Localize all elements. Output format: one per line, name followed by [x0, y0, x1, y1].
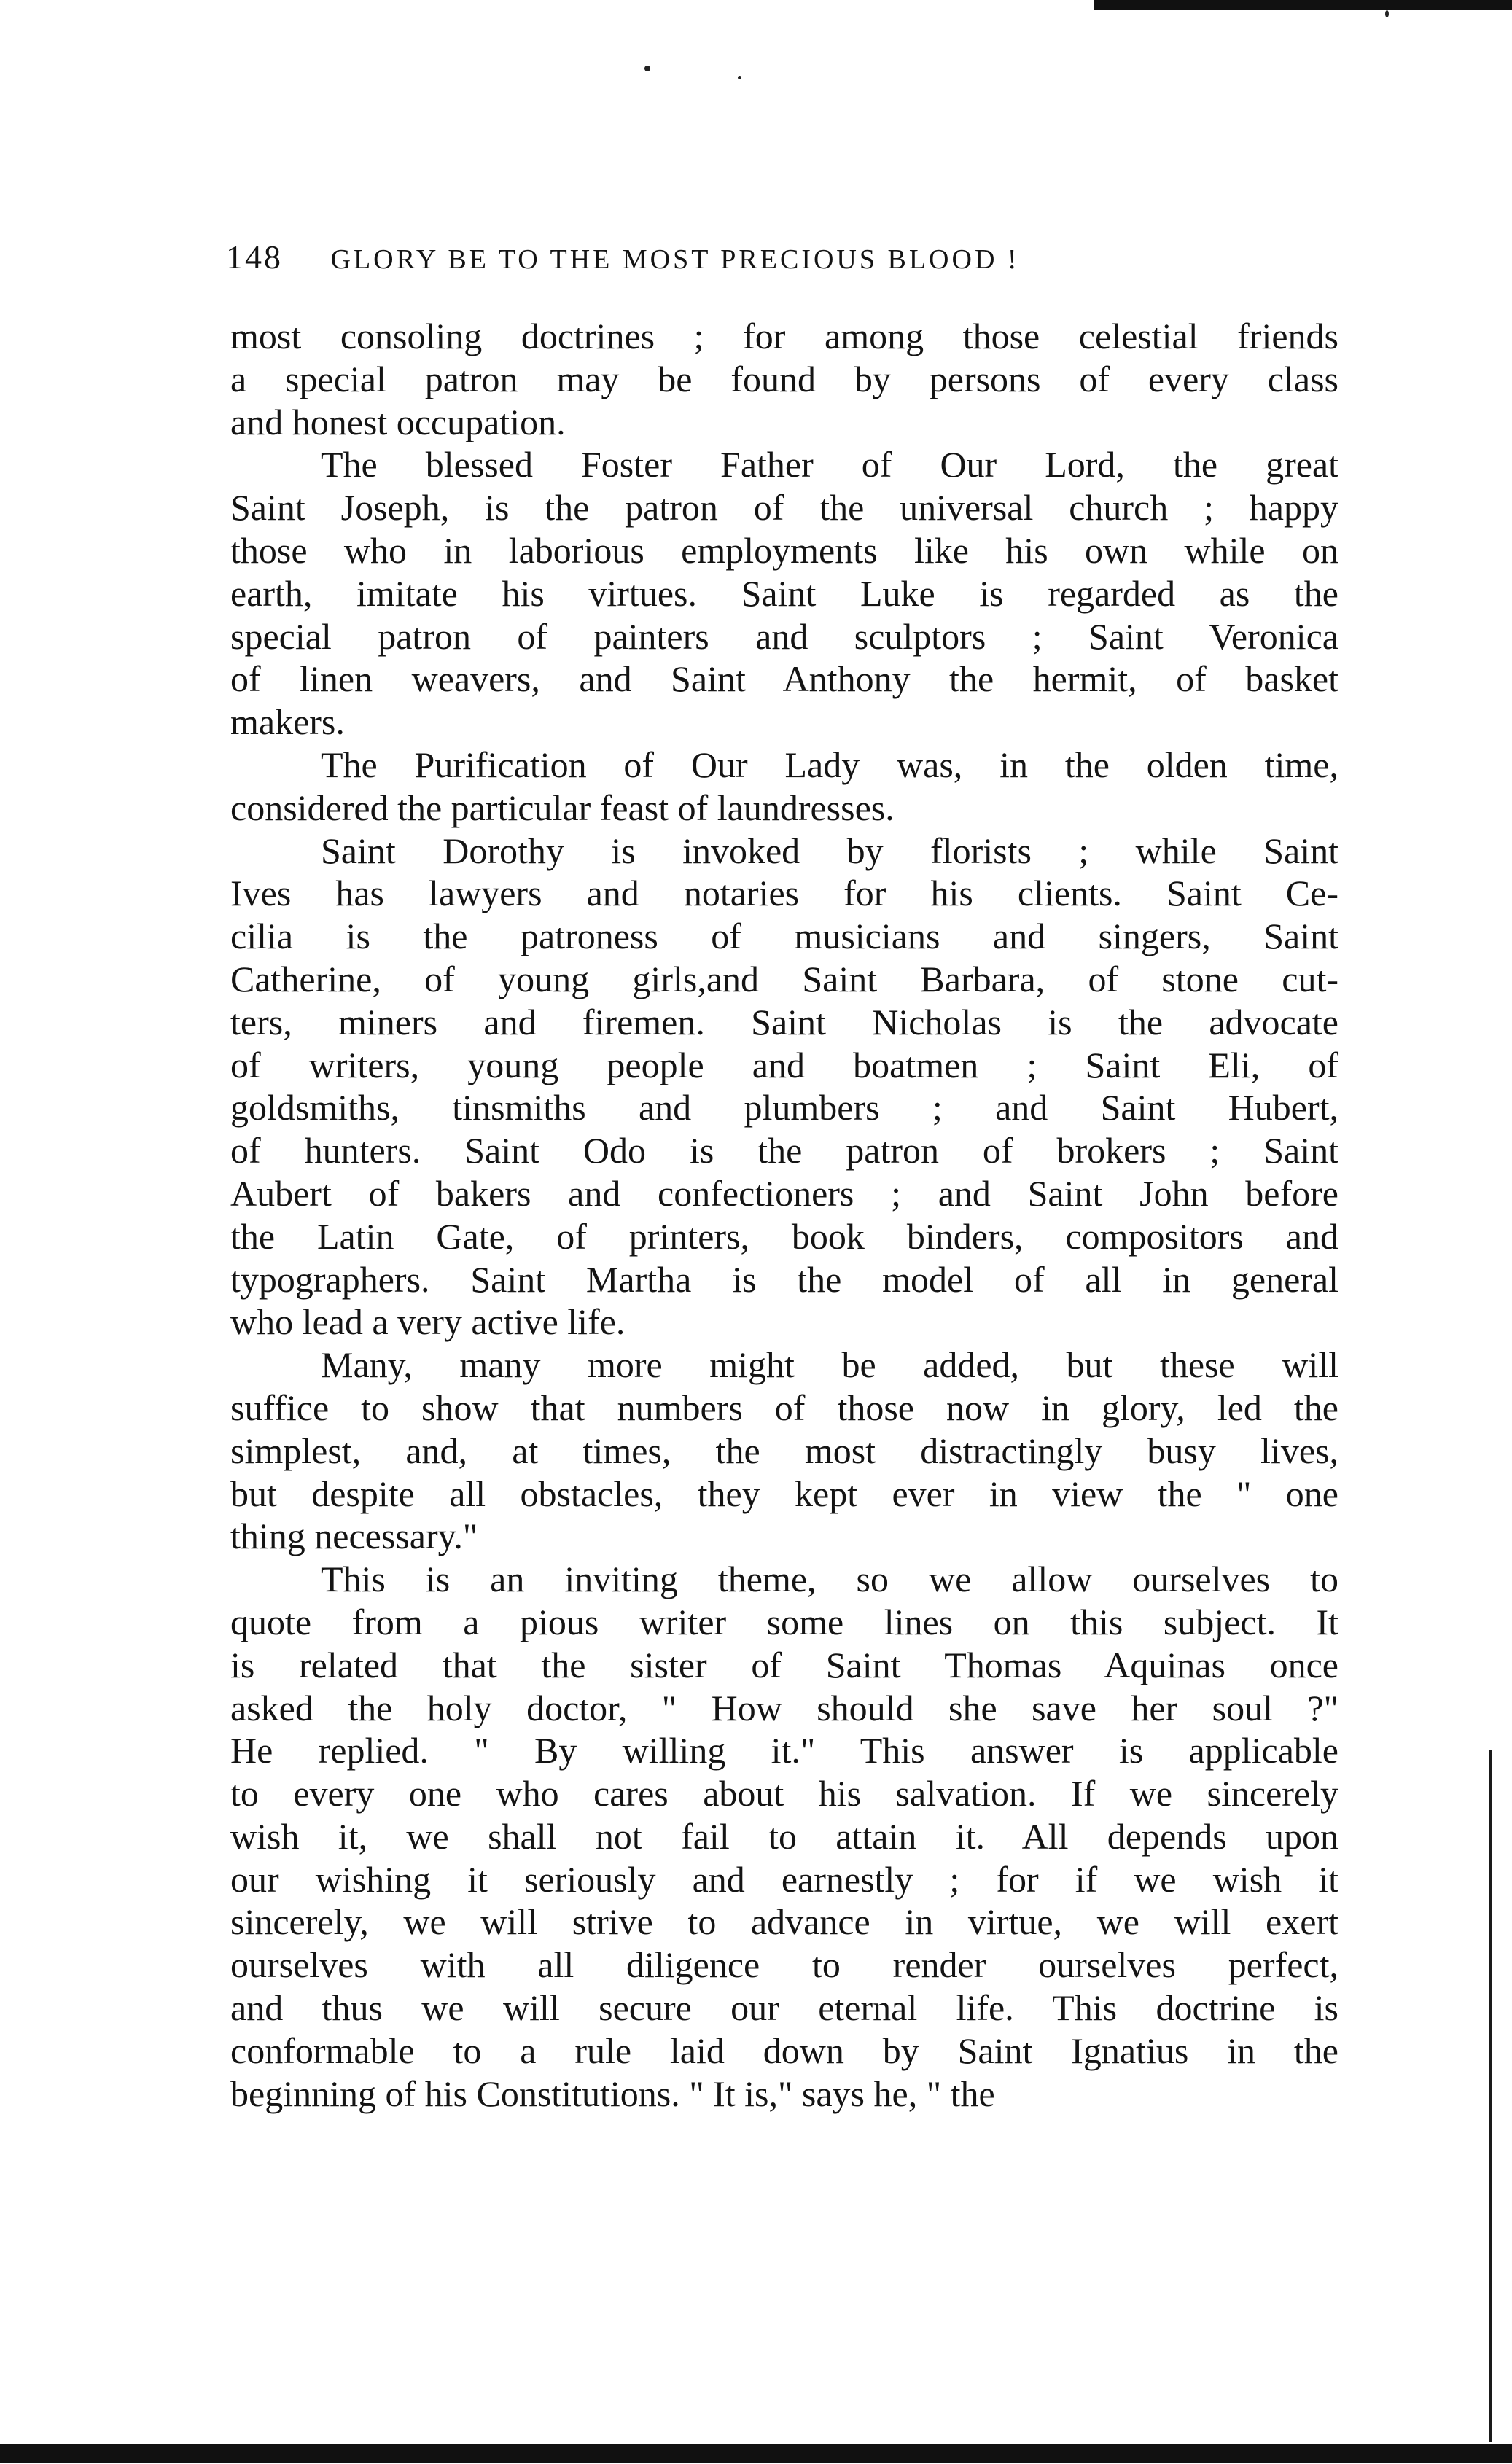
right-page-edge	[1493, 10, 1511, 2445]
paragraph	[230, 830, 1338, 1344]
text-line: This is an inviting theme, so we allow ourselves to	[321, 1559, 1338, 1600]
text-line: The Purification of Our Lady was, in the olden time,	[321, 744, 1338, 785]
text-line: asked the holy doctor, " How should she save her soul ?"	[230, 1687, 1338, 1728]
text-line: Many, many more might be added, but these will	[321, 1344, 1338, 1386]
text-line: of writers, young people and boatmen ; Saint Eli, of	[230, 1044, 1338, 1085]
text-line: suffice to show that numbers of those now in glory, led the	[230, 1387, 1338, 1428]
text-line: to every one who cares about his salvation. If we sincerely	[230, 1773, 1338, 1814]
text-line: and thus we will secure our eternal life. This doctrine is	[230, 1987, 1338, 2029]
text-line: conformable to a rule laid down by Saint Ignatius in the	[230, 2030, 1338, 2071]
page-number: 148	[226, 238, 283, 276]
text-line: special patron of painters and sculptors ; Saint Veronica	[230, 615, 1338, 657]
body-text	[230, 315, 1338, 2115]
text-line: and honest occupation.	[230, 401, 566, 442]
text-line: of linen weavers, and Saint Anthony the hermit, of basket	[230, 658, 1338, 700]
text-line: Catherine, of young girls,and Saint Barbara, of stone cut-	[230, 958, 1338, 999]
text-line: quote from a pious writer some lines on this subject. It	[230, 1601, 1338, 1642]
right-edge-shadow	[1489, 1750, 1492, 2442]
text-line: our wishing it seriously and earnestly ; for if we wish it	[230, 1858, 1338, 1900]
paragraph	[230, 315, 1338, 443]
text-line: most consoling doctrines ; for among those celestial friends	[230, 316, 1338, 356]
text-line: cilia is the patroness of musicians and singers, Saint	[230, 916, 1338, 957]
paragraph	[230, 744, 1338, 830]
text-line: sincerely, we will strive to advance in virtue, we will exert	[230, 1901, 1338, 1943]
paragraph	[230, 1558, 1338, 2115]
bottom-border-rule	[0, 2444, 1512, 2463]
text-line: Saint Joseph, is the patron of the universal church ; happy	[230, 487, 1338, 529]
text-line: ourselves with all diligence to render ourselves perfect,	[230, 1944, 1338, 1986]
scan-speck	[1385, 10, 1389, 17]
text-line: goldsmiths, tinsmiths and plumbers ; and Saint Hubert,	[230, 1087, 1338, 1128]
text-line: is related that the sister of Saint Thomas Aquinas once	[230, 1644, 1338, 1685]
running-header	[226, 238, 1349, 284]
top-border-rule	[1094, 0, 1512, 10]
text-line: earth, imitate his virtues. Saint Luke is regarded as the	[230, 572, 1338, 614]
text-line: beginning of his Constitutions. " It is," says he, " the	[230, 2073, 995, 2114]
paragraph	[230, 443, 1338, 744]
text-line: the Latin Gate, of printers, book binders, compositors and	[230, 1215, 1338, 1257]
scan-speck	[644, 66, 650, 71]
text-line: ters, miners and firemen. Saint Nicholas is the advocate	[230, 1001, 1338, 1042]
text-line: considered the particular feast of laundresses.	[230, 787, 895, 828]
scan-speck	[738, 76, 741, 79]
text-line: those who in laborious employments like his own while on	[230, 529, 1338, 571]
text-line: makers.	[230, 701, 345, 743]
text-line: Ives has lawyers and notaries for his clients. Saint Ce-	[230, 873, 1338, 914]
text-line: The blessed Foster Father of Our Lord, the great	[321, 444, 1338, 486]
text-line: Aubert of bakers and confectioners ; and Saint John before	[230, 1172, 1338, 1214]
text-line: but despite all obstacles, they kept ever in view the " one	[230, 1473, 1338, 1514]
text-line: of hunters. Saint Odo is the patron of brokers ; Saint	[230, 1130, 1338, 1171]
running-title: GLORY BE TO THE MOST PRECIOUS BLOOD !	[330, 244, 1020, 275]
text-line: wish it, we shall not fail to attain it. All depends upon	[230, 1815, 1338, 1857]
text-line: thing necessary."	[230, 1516, 478, 1557]
text-line: a special patron may be found by persons of every class	[230, 358, 1338, 399]
paragraph	[230, 1344, 1338, 1558]
text-line: who lead a very active life.	[230, 1301, 626, 1343]
text-line: simplest, and, at times, the most distractingly busy lives,	[230, 1430, 1338, 1471]
text-line: typographers. Saint Martha is the model of all in general	[230, 1258, 1338, 1300]
text-line: He replied. " By willing it." This answer is applicable	[230, 1730, 1338, 1771]
text-line: Saint Dorothy is invoked by florists ; while Saint	[321, 830, 1338, 871]
